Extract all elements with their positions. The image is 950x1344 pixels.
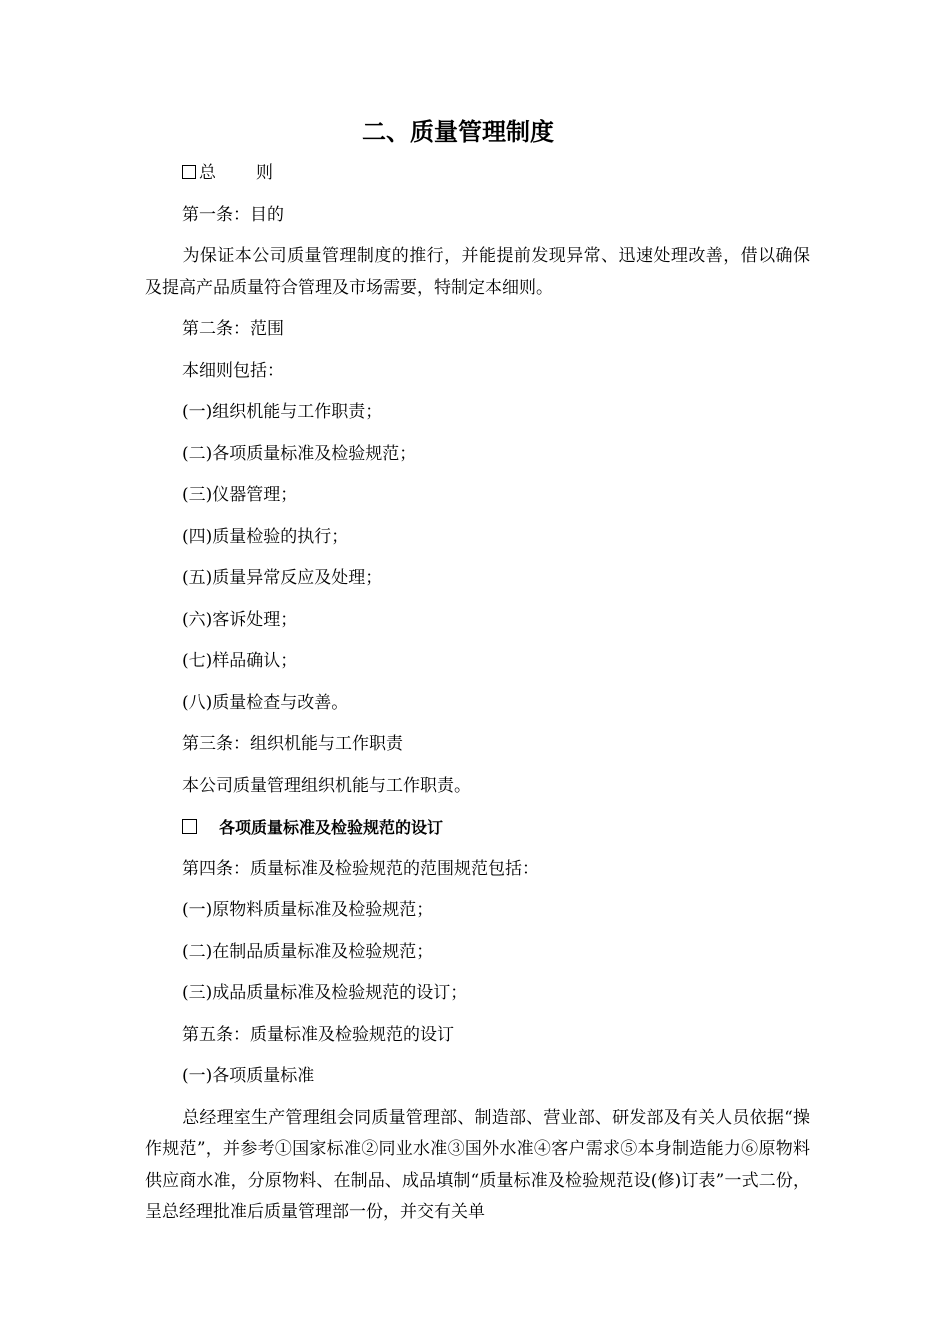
page-title: 二、质量管理制度 (362, 118, 554, 146)
section-heading-standards: 各项质量标准及检验规范的设订 (145, 807, 810, 849)
checkbox-square-icon (182, 819, 197, 834)
scope-item: (三)仪器管理； (182, 485, 298, 505)
article-5-paragraph: 总经理室生产管理组会同质量管理部、制造部、营业部、研发部及有关人员依据“操作规范”，并参考①国家标准②同业水准③国外水准④客户需求⑤本身制造能力⑥原物料供应商水准，分原物料、在制品、成品填制“质量标准及检验规范设(修)订表”一式二份，呈总经理批准后质量管理部一份，并交有关单 (145, 1107, 810, 1222)
document-body (145, 153, 810, 1234)
scope-item: (四)质量检验的执行； (182, 526, 349, 547)
article-4-item: (二)在制品质量标准及检验规范； (182, 941, 434, 962)
scope-item: (一)组织机能与工作职责； (182, 402, 383, 422)
article-4-item: (三)成品质量标准及检验规范的设订； (182, 983, 468, 1003)
section-heading-general: 总 则 (145, 153, 810, 195)
article-3-heading: 第三条：组织机能与工作职责 (182, 734, 403, 754)
scope-item: (二)各项质量标准及检验规范； (182, 443, 417, 464)
article-1-heading: 第一条：目的 (182, 204, 284, 225)
article-5-item: (一)各项质量标准 (182, 1066, 315, 1086)
scope-intro: 本细则包括： (182, 360, 284, 381)
article-4-heading: 第四条：质量标准及检验规范的范围规范包括： (182, 858, 539, 879)
article-2-heading: 第二条：范围 (182, 319, 284, 339)
scope-item: (八)质量检查与改善。 (182, 692, 349, 713)
checkbox-square-icon (182, 165, 196, 179)
article-4-item: (一)原物料质量标准及检验规范； (182, 900, 434, 920)
scope-item: (七)样品确认； (182, 651, 298, 671)
article-3-text: 本公司质量管理组织机能与工作职责。 (182, 775, 471, 796)
article-5-heading: 第五条：质量标准及检验规范的设订 (182, 1024, 454, 1045)
scope-item: (五)质量异常反应及处理； (182, 568, 383, 588)
scope-item: (六)客诉处理； (182, 609, 298, 630)
article-1-paragraph: 为保证本公司质量管理制度的推行，并能提前发现异常、迅速处理改善，借以确保及提高产品质量符合管理及市场需要，特制定本细则。 (145, 246, 810, 298)
